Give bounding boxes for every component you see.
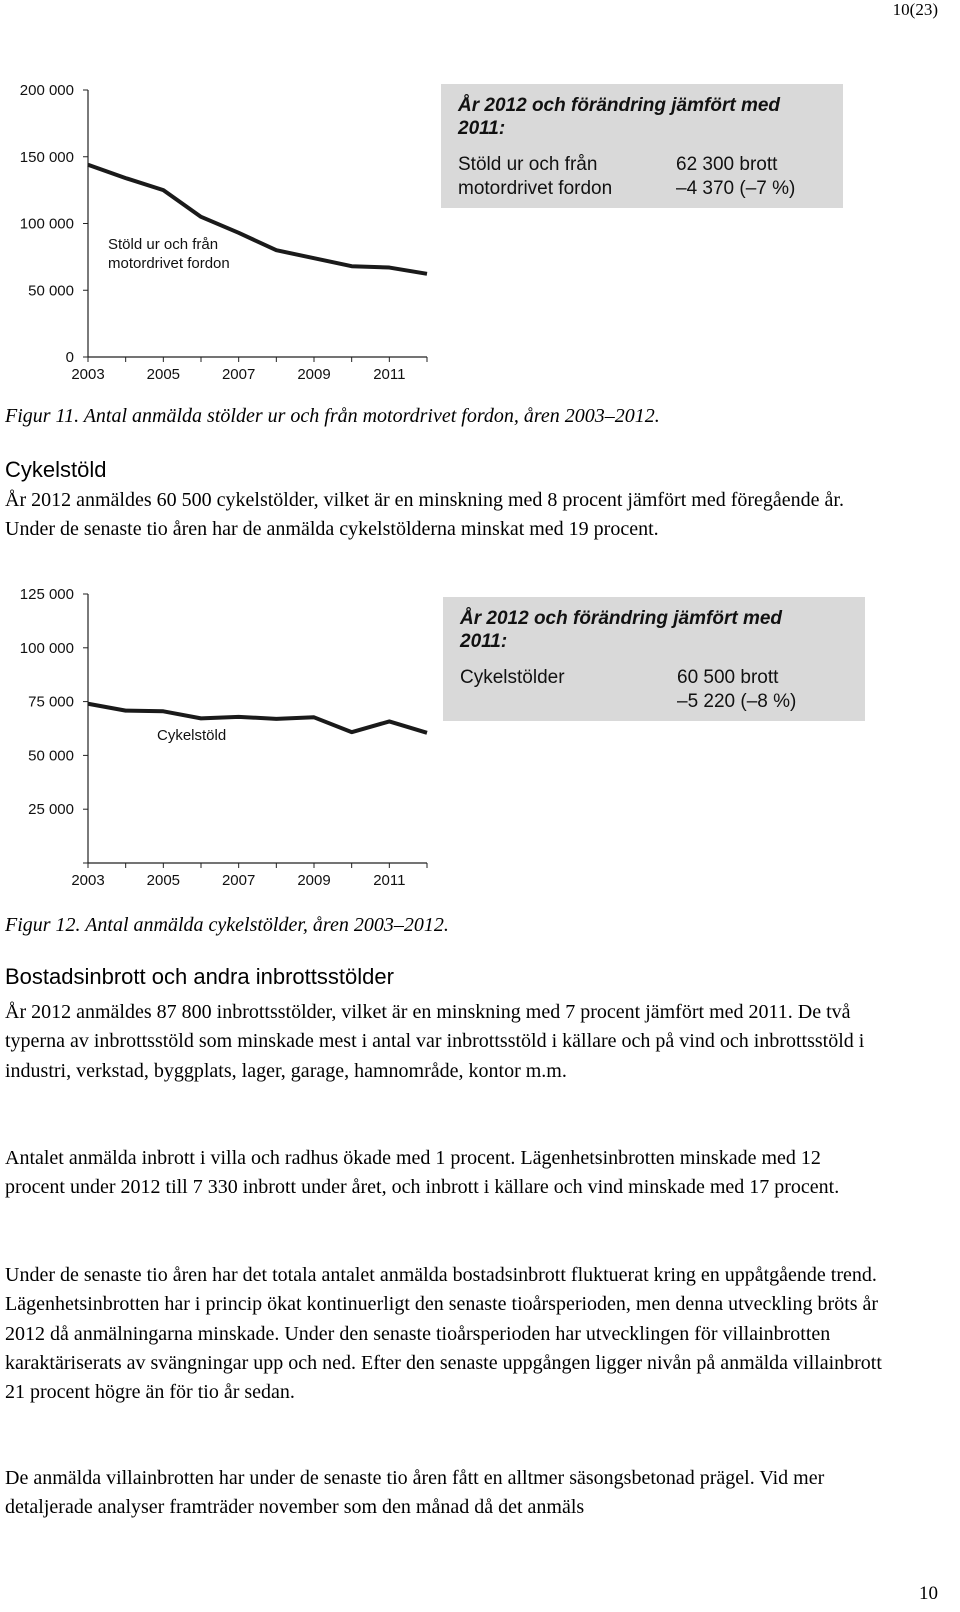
summary-box-bicycle (443, 597, 865, 721)
y-tick-label: 200 000 (19, 82, 74, 99)
summary-box-title-line1: År 2012 och förändring jämfört med (458, 95, 781, 116)
summary-box-motor-vehicle (441, 84, 843, 208)
series-label: motordrivet fordon (108, 255, 230, 272)
paragraph-bostad-1: År 2012 anmäldes 87 800 inbrottsstölder, vilket är en minskning med 7 procent jämfört med 2011. De två typerna av inbrottsstöld som minskade mest i antal var inbrottsstöld i källare och på vind och inbrottsstöld i industri, verkstad, byggplats, lager, garage, hamnområde, kontor m.m. (5, 1001, 865, 1082)
figure-11-caption: Figur 11. Antal anmälda stölder ur och från motordrivet fordon, åren 2003–2012. (5, 405, 660, 427)
chart-motor-vehicle-theft (0, 70, 440, 405)
series-line (88, 704, 427, 733)
y-tick-label: 75 000 (28, 693, 74, 711)
summary-box-title-line2: 2011: (458, 118, 506, 139)
x-tick-label: 2007 (221, 872, 256, 889)
x-tick-label: 2009 (297, 366, 331, 383)
x-tick-label: 2005 (146, 872, 181, 889)
chart-bicycle-theft (0, 582, 440, 907)
x-tick-label: 2003 (71, 872, 105, 889)
summary-box-label-line1: Stöld ur och från (458, 154, 598, 175)
x-tick-label: 2007 (221, 366, 256, 383)
chart-bicycle-theft-svg (0, 582, 440, 902)
summary-box-value-line2: –5 220 (–8 %) (677, 691, 797, 712)
y-tick-label: 0 (65, 349, 74, 366)
summary-box-label-line2: motordrivet fordon (458, 178, 613, 199)
summary-box-title (458, 94, 780, 140)
y-tick-label: 100 000 (19, 639, 74, 657)
y-tick-label: 25 000 (28, 801, 74, 819)
section-heading-bostadsinbrott: Bostadsinbrott och andra inbrottsstölder (5, 964, 394, 989)
x-tick-label: 2011 (373, 872, 406, 889)
summary-box-label (460, 666, 565, 690)
chart-motor-vehicle-theft-svg (0, 70, 440, 400)
paragraph-bostad-3: Under de senaste tio åren har det totala antalet anmälda bostadsinbrott fluktuerat kring en uppåtgående trend. Lägenhetsinbrotten har i princip ökat kontinuerligt den senaste tioårsperioden, men denna utveckling bröts år 2012 då anmälningarna minskade. Under den senaste tioårsperioden har utvecklingen för villainbrotten karaktäriserats av svängningar upp och ned. Efter den senaste uppgången ligger nivån på anmälda villainbrott 21 procent högre än för tio år sedan. (5, 1264, 882, 1404)
summary-box-label-line1: Cykelstölder (460, 667, 565, 688)
summary-box-title-line2: 2011: (460, 631, 508, 652)
x-tick-label: 2003 (71, 366, 105, 383)
figure-12-caption: Figur 12. Antal anmälda cykelstölder, åren 2003–2012. (5, 914, 449, 936)
summary-box-value (676, 153, 795, 201)
paragraph-bostad-2: Antalet anmälda inbrott i villa och radhus ökade med 1 procent. Lägenhetsinbrotten minskade med 12 procent under 2012 till 7 330 inbrott under året, och inbrott i källare och vind minskade med 17 procent. (5, 1147, 840, 1199)
y-tick-label: 125 000 (19, 586, 74, 603)
y-tick-label: 50 000 (28, 282, 74, 300)
summary-box-value-line1: 62 300 brott (676, 154, 778, 175)
x-tick-label: 2005 (146, 366, 181, 383)
summary-box-title-line1: År 2012 och förändring jämfört med (460, 608, 783, 629)
summary-box-value-line1: 60 500 brott (677, 667, 779, 688)
page-number-footer: 10 (919, 1583, 938, 1604)
series-label: Cykelstöld (157, 727, 227, 744)
summary-box-title (460, 607, 782, 653)
paragraph-cykelstold: År 2012 anmäldes 60 500 cykelstölder, vilket är en minskning med 8 procent jämfört med föregående år. Under de senaste tio åren har de anmälda cykelstölderna minskat med 19 procent. (5, 489, 844, 541)
section-heading-cykelstold: Cykelstöld (5, 457, 107, 482)
summary-box-label (458, 153, 612, 201)
x-tick-label: 2009 (297, 872, 331, 889)
y-tick-label: 150 000 (19, 148, 74, 166)
page-number-header: 10(23) (892, 0, 938, 19)
summary-box-value (677, 666, 796, 714)
x-tick-label: 2011 (373, 366, 406, 383)
y-tick-label: 50 000 (28, 747, 74, 765)
y-tick-label: 100 000 (19, 215, 74, 233)
summary-box-value-line2: –4 370 (–7 %) (676, 178, 796, 199)
series-label: Stöld ur och från (108, 236, 219, 253)
paragraph-bostad-4: De anmälda villainbrotten har under de senaste tio åren fått en alltmer säsongsbetonad prägel. Vid mer detaljerade analyser framträder november som den månad då det anmäls (5, 1467, 825, 1519)
